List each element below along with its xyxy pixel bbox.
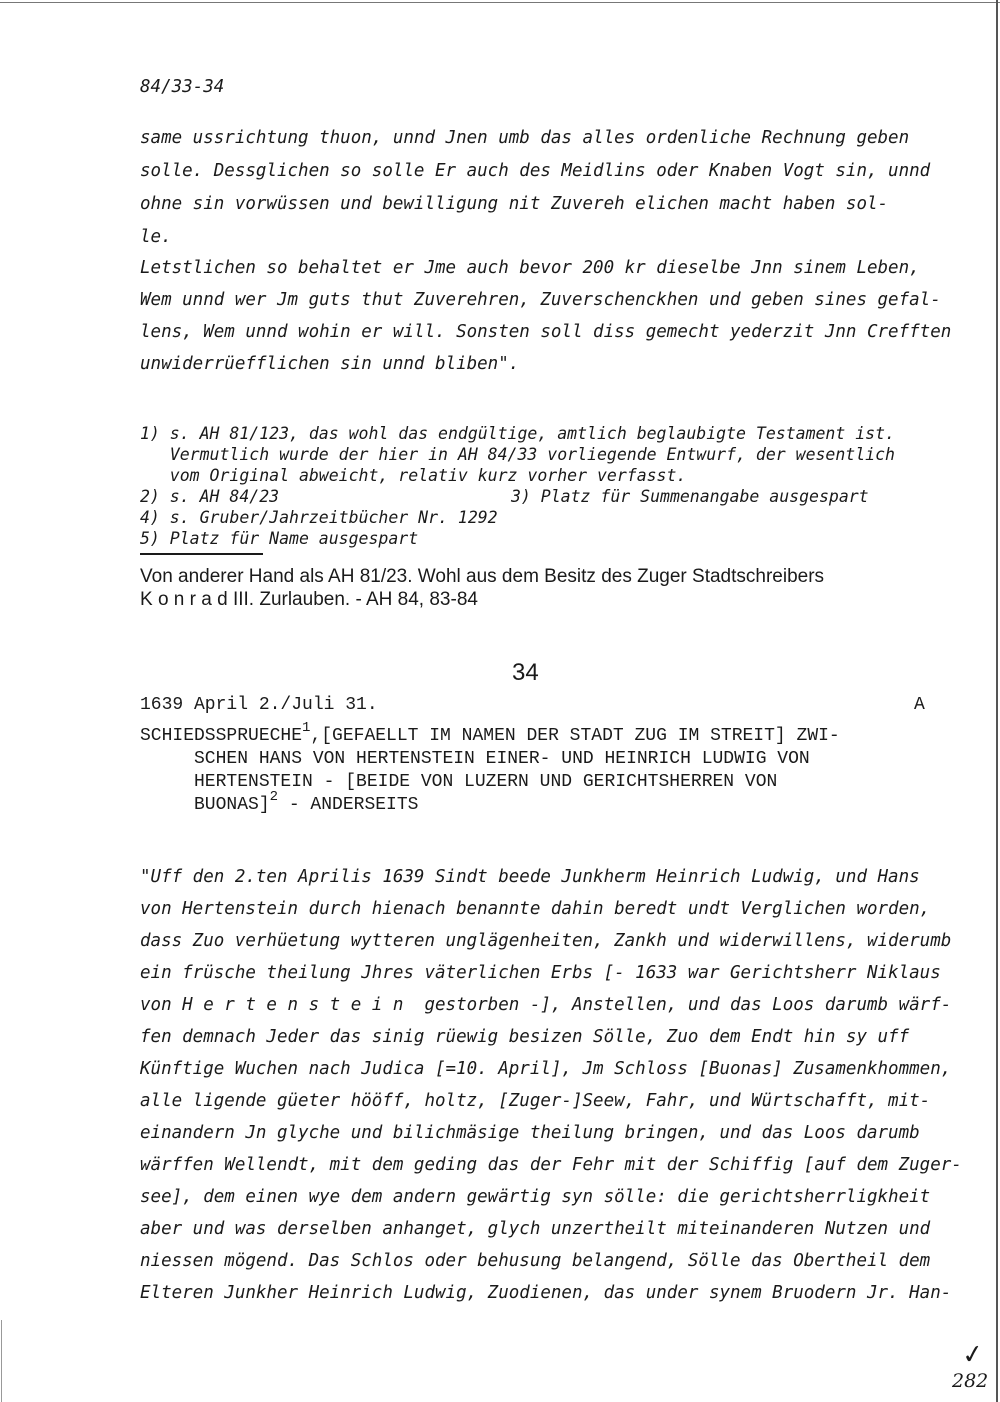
text-line: fen demnach Jeder das sinig rüewig besizen Sölle, Zuo dem Endt hin sy uff (140, 1027, 910, 1047)
title-text: ,[GEFAELLT IM NAMEN DER STADT ZUG IM STREIT] ZWI- (310, 726, 840, 746)
text-line: lens, Wem unnd wohin er will. Sonsten soll diss gemecht yederzit Jnn Crefften (140, 322, 952, 342)
text-line: wärffen Wellendt, mit dem geding das der Fehr mit der Schiffig [auf dem Zuger- (140, 1155, 962, 1175)
title-line: SCHEN HANS VON HERTENSTEIN EINER- UND HEINRICH LUDWIG VON (140, 749, 810, 769)
text-line: "Uff den 2.ten Aprilis 1639 Sindt beede Junkherm Heinrich Ludwig, und Hans (140, 867, 920, 887)
text-line: von Hertenstein durch hienach benannte dahin beredt undt Verglichen worden, (140, 899, 931, 919)
text-line: Elteren Junkher Heinrich Ludwig, Zuodienen, das under synem Bruodern Jr. Han- (140, 1283, 952, 1303)
handwritten-page-mark (940, 1268, 990, 1398)
text-line: alle ligende güeter hööff, holtz, [Zuger-]Seew, Fahr, und Würtschafft, mit- (140, 1091, 931, 1111)
scan-edge-right (996, 0, 998, 1402)
scan-edge-top (0, 2, 1000, 3)
title-text: BUONAS] (140, 795, 270, 815)
page-reference: 84/33-34 (140, 77, 225, 97)
title-footnote-ref: 1 (302, 720, 311, 736)
title-line: HERTENSTEIN - [BEIDE VON LUZERN UND GERICHTSHERREN VON (140, 772, 778, 792)
text-line: solle. Dessglichen so solle Er auch des Meidlins oder Knaben Vogt sin, unnd (140, 161, 931, 181)
source-note-line: K o n r a d III. Zurlauben. - AH 84, 83-84 (140, 589, 478, 610)
text-line: aber und was derselben anhanget, glych unzertheilt miteinanderen Nutzen und (140, 1219, 931, 1239)
document-type-mark: A (914, 695, 925, 715)
text-line: Künftige Wuchen nach Judica [=10. April], Jm Schloss [Buonas] Zusamenkhommen, (140, 1059, 952, 1079)
footnote-2: 2) s. AH 84/23 (140, 487, 280, 506)
handwritten-page-number: 282 (952, 1370, 989, 1392)
footnote-5: 5) Platz für Name ausgespart (140, 529, 419, 548)
title-text: SCHIEDSSPRUECHE (140, 726, 303, 746)
title-line (140, 720, 840, 746)
footnote-1-cont: vom Original abweicht, relativ kurz vorher verfasst. (140, 466, 687, 485)
text-line: same ussrichtung thuon, unnd Jnen umb das alles ordenliche Rechnung geben (140, 128, 910, 148)
text-line: Wem unnd wer Jm guts thut Zuverehren, Zuverschenckhen und geben sines gefal- (140, 290, 941, 310)
footnote-4: 4) s. Gruber/Jahrzeitbücher Nr. 1292 (140, 508, 498, 527)
check-mark-icon: ✓ (960, 1338, 986, 1372)
text-line: dass Zuo verhüetung wytteren unglägenheiten, Zankh und widerwillens, widerumb (140, 931, 952, 951)
text-line: einandern Jn glyche und bilichmäsige theilung bringen, und das Loos darumb (140, 1123, 920, 1143)
source-note-line: Von anderer Hand als AH 81/23. Wohl aus dem Besitz des Zuger Stadtschreibers (140, 566, 825, 587)
footnote-3: 3) Platz für Summenangabe ausgespart (511, 487, 869, 506)
text-line: Letstlichen so behaltet er Jme auch bevor 200 kr dieselbe Jnn sinem Leben, (140, 258, 920, 278)
text-line: ohne sin vorwüssen und bewilligung nit Zuvereh elichen macht haben sol- (140, 194, 889, 214)
footnote-1: 1) s. AH 81/123, das wohl das endgültige, amtlich beglaubigte Testament ist. (140, 424, 895, 443)
text-line: le. (140, 227, 172, 247)
title-text: - ANDERSEITS (278, 795, 419, 815)
text-line: niessen mögend. Das Schlos oder behusung belangend, Sölle das Obertheil dem (140, 1251, 931, 1271)
separator-rule (140, 553, 263, 555)
title-line (140, 789, 419, 815)
text-line: von H e r t e n s t e i n gestorben -], Anstellen, und das Loos darumb wärf- (140, 995, 952, 1015)
title-footnote-ref: 2 (269, 789, 279, 805)
document-number: 34 (512, 659, 539, 686)
text-line: unwiderrüefflichen sin unnd bliben". (140, 354, 520, 374)
text-line: see], dem einen wye dem andern gewärtig syn sölle: die gerichtsherrligkheit (140, 1187, 931, 1207)
document-date: 1639 April 2./Juli 31. (140, 695, 378, 715)
scan-edge-left (1, 1320, 2, 1402)
footnote-1-cont: Vermutlich wurde der hier in AH 84/33 vorliegende Entwurf, der wesentlich (140, 445, 895, 464)
text-line: ein früsche theilung Jhres väterlichen Erbs [- 1633 war Gerichtsherr Niklaus (140, 963, 941, 983)
